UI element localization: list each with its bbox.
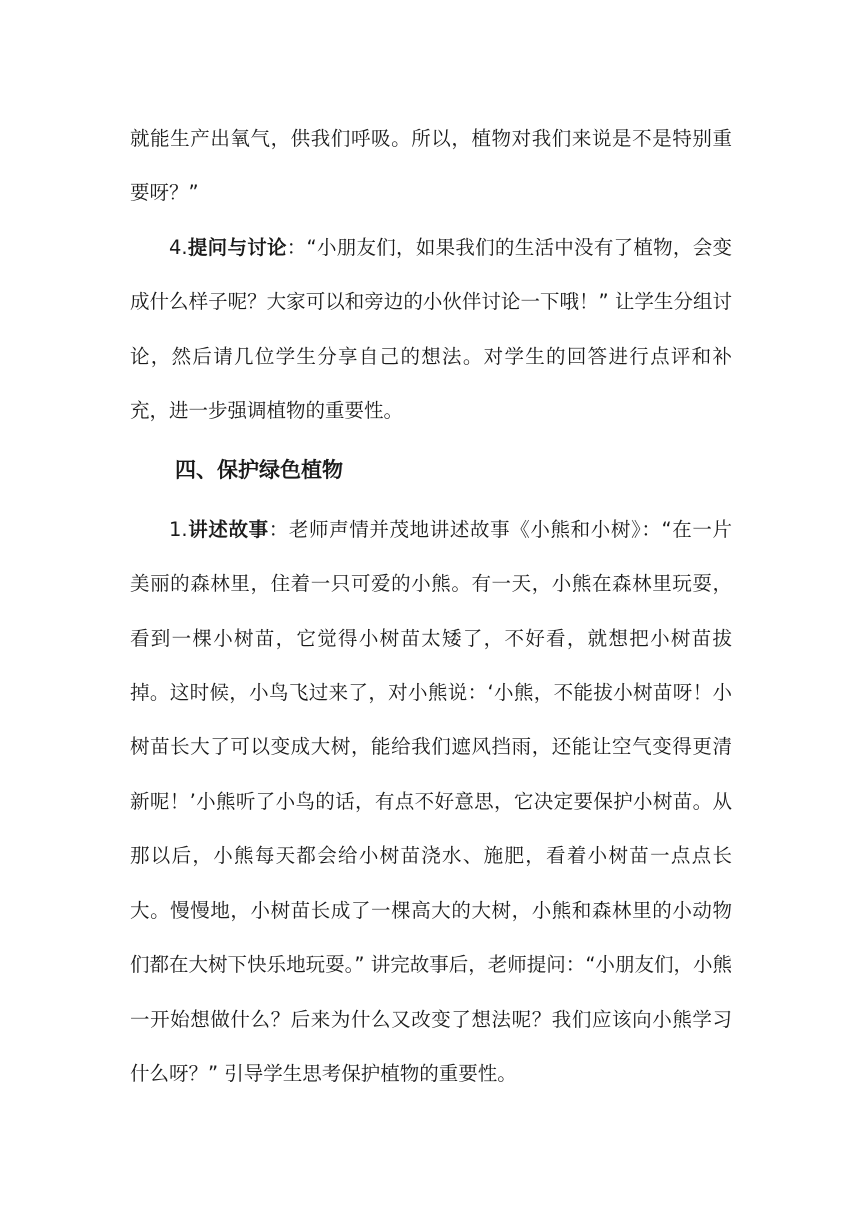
paragraph-item-4 bbox=[130, 221, 732, 439]
continuation-text: 就能生产出氧气，供我们呼吸。所以，植物对我们来说是不是特别重要呀？” bbox=[130, 127, 732, 205]
item-text: ：“小朋友们，如果我们的生活中没有了植物，会变成什么样子呢？大家可以和旁边的小伙伴讨论一下哦！” 让学生分组讨论，然后请几位学生分享自己的想法。对学生的回答进行点评和补充，进一步强调植物的重要性。 bbox=[130, 235, 732, 423]
paragraph-item-1 bbox=[130, 503, 732, 1101]
section-heading: 四、保护绿色植物 bbox=[175, 458, 343, 483]
item-text: ：老师声情并茂地讲述故事《小熊和小树》：“在一片美丽的森林里，住着一只可爱的小熊。有一天，小熊在森林里玩耍，看到一棵小树苗，它觉得小树苗太矮了，不好看，就想把小树苗拔掉。这时候，小鸟飞过来了，对小熊说：‘小熊，不能拔小树苗呀！小树苗长大了可以变成大树，能给我们遮风挡雨，还能让空气变得更清新呢！’小熊听了小鸟的话，有点不好意思，它决定要保护小树苗。从那以后，小熊每天都会给小树苗浇水、施肥，看着小树苗一点点长大。慢慢地，小树苗长成了一棵高大的大树，小熊和森林里的小动物们都在大树下快乐地玩耍。” 讲完故事后，老师提问：“小朋友们，小熊一开始想做什么？后来为什么又改变了想法呢？我们应该向小熊学习什么呀？” 引导学生思考保护植物的重要性。 bbox=[130, 517, 732, 1085]
document-page bbox=[130, 112, 732, 1101]
item-number: 4. bbox=[169, 235, 188, 259]
paragraph-continuation bbox=[130, 112, 732, 221]
item-term: 讲述故事 bbox=[187, 517, 269, 541]
item-number: 1. bbox=[169, 517, 188, 541]
item-term: 提问与讨论 bbox=[187, 235, 287, 259]
